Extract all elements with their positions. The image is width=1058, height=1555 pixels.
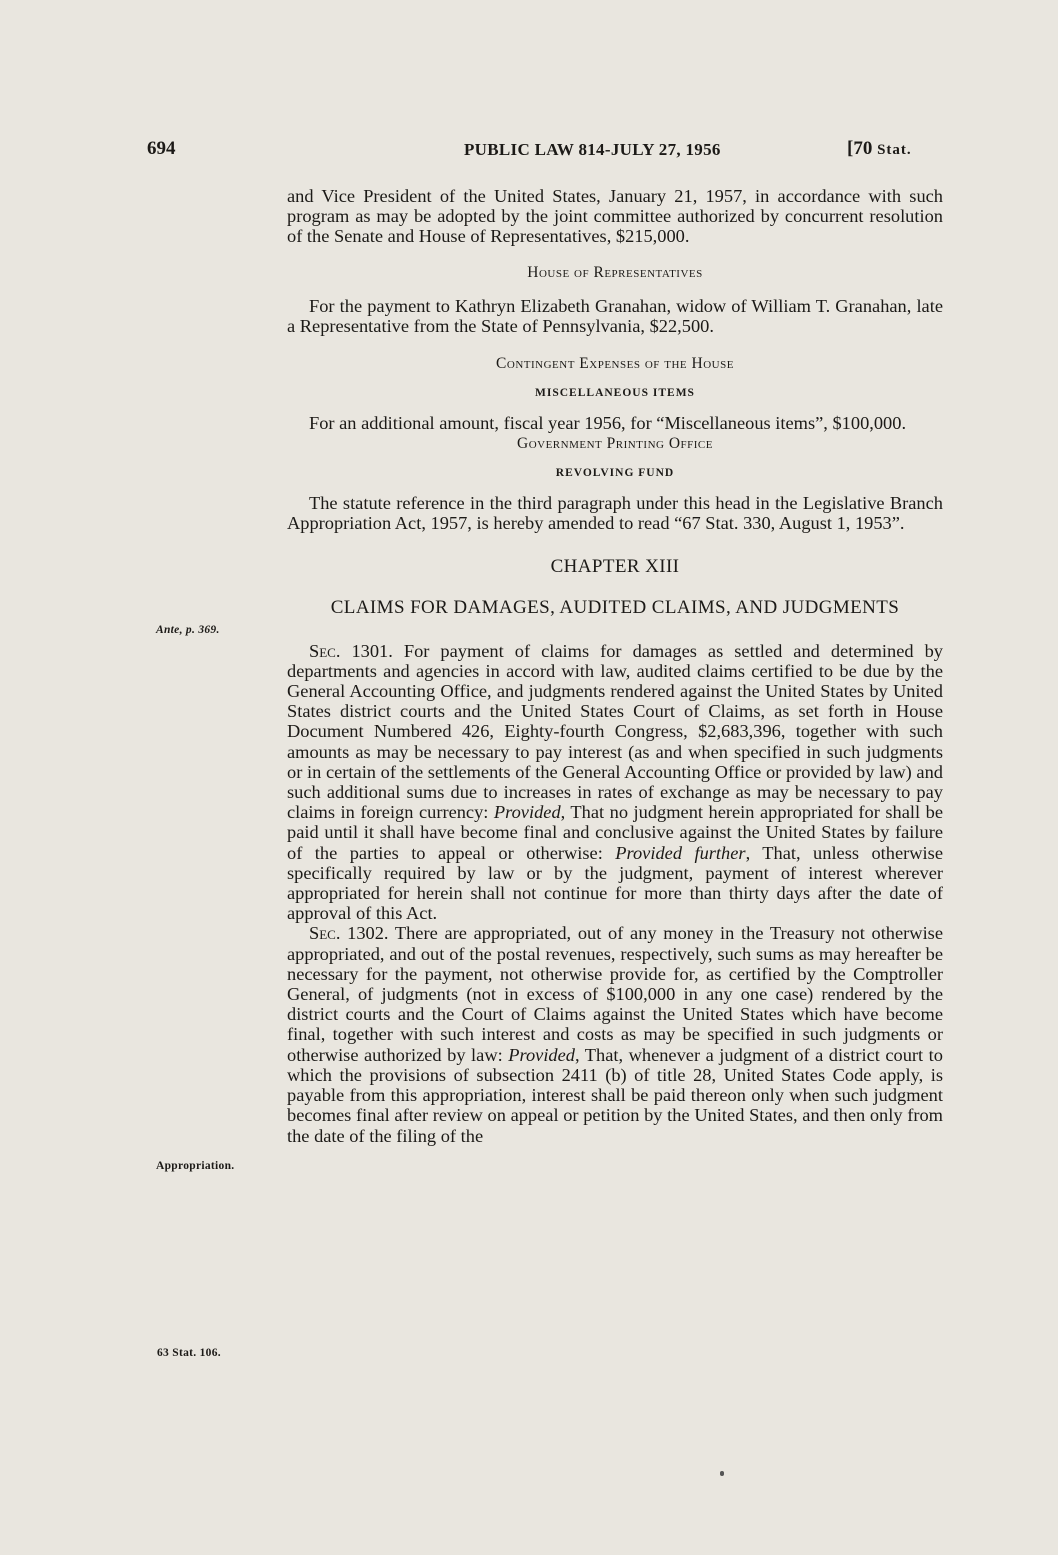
section-1301: Sec. 1301. For payment of claims for damages as settled and determined by departments and agencies in accord with law, audited claims certified to be due by the General Accounting Office, and judgments rendered against the United States by United States district courts and the United States Court of Claims, as set forth in House Document Numbered 426, Eighty-fourth Congress, $2,683,396, together with such amounts as may be necessary to pay interest (as and when specified in such judgments or in certain of the settlements of the General Accounting Office or provided by law) and such additional sums due to increases in rates of exchange as may be necessary to pay claims in foreign currency: Provided, That no judgment herein appropriated for shall be paid until it shall have become final and conclusive against the United States by failure of the parties to appeal or otherwise: Provided further, That, unless otherwise specifically required by law or by the judgment, payment of interest wherever appropriated for herein shall not continue for more than thirty days after the date of approval of this Act. <box>287 640 943 924</box>
running-title: PUBLIC LAW 814-JULY 27, 1956 <box>464 140 721 159</box>
document-body <box>287 186 943 1146</box>
paragraph-inauguration: and Vice President of the United States, January 21, 1957, in accordance with such program as may be adopted by the joint committee authorized by concurrent resolution of the Senate and House of Representatives, $215,000. <box>287 186 943 247</box>
print-speck <box>720 1471 724 1476</box>
paragraph-statute-reference: The statute reference in the third paragraph under this head in the Legislative Branch Appropriation Act, 1957, is hereby amended to read “67 Stat. 330, August 1, 1953”. <box>287 493 943 534</box>
subheading-revolving-fund: REVOLVING FUND <box>555 467 675 480</box>
subheading-miscellaneous-items: MISCELLANEOUS ITEMS <box>535 387 695 400</box>
volume-reference: [70 Stat. <box>847 138 912 159</box>
page-number: 694 <box>147 138 176 159</box>
paragraph-granahan: For the payment to Kathryn Elizabeth Granahan, widow of William T. Granahan, late a Representative from the State of Pennsylvania, $22,500. <box>287 295 943 336</box>
margin-note-stat: 63 Stat. 106. <box>157 1347 221 1359</box>
heading-contingent-expenses: Contingent Expenses of the House <box>496 355 734 373</box>
chapter-number: CHAPTER XIII <box>550 555 680 577</box>
section-1302: Sec. 1302. There are appropriated, out of any money in the Treasury not otherwise appropriated, and out of the postal revenues, respectively, such sums as may hereafter be necessary for the payment, not otherwise provide for, as certified by the Comptroller General, of judgments (not in excess of $100,000 in any one case) rendered by the district courts and the Court of Claims against the United States which have become final, together with such interest and costs as may be specified in such judgments or otherwise authorized by law: Provided, That, whenever a judgment of a district court to which the provisions of subsection 2411 (b) of title 28, United States Code apply, is payable from this appropriation, interest shall be paid thereon only when such judgment becomes final after review on appeal or petition by the United States, and then only from the date of the filing of the <box>287 923 943 1146</box>
paragraph-miscellaneous: For an additional amount, fiscal year 1956, for “Miscellaneous items”, $100,000. <box>309 413 907 434</box>
running-header <box>0 138 1058 168</box>
heading-house-of-representatives: House of Representatives <box>527 263 703 281</box>
heading-government-printing-office: Government Printing Office <box>517 435 713 453</box>
margin-note-ante: Ante, p. 369. <box>156 624 220 636</box>
margin-note-appropriation: Appropriation. <box>156 1160 235 1172</box>
chapter-title: CLAIMS FOR DAMAGES, AUDITED CLAIMS, AND JUDGMENTS <box>330 596 900 618</box>
